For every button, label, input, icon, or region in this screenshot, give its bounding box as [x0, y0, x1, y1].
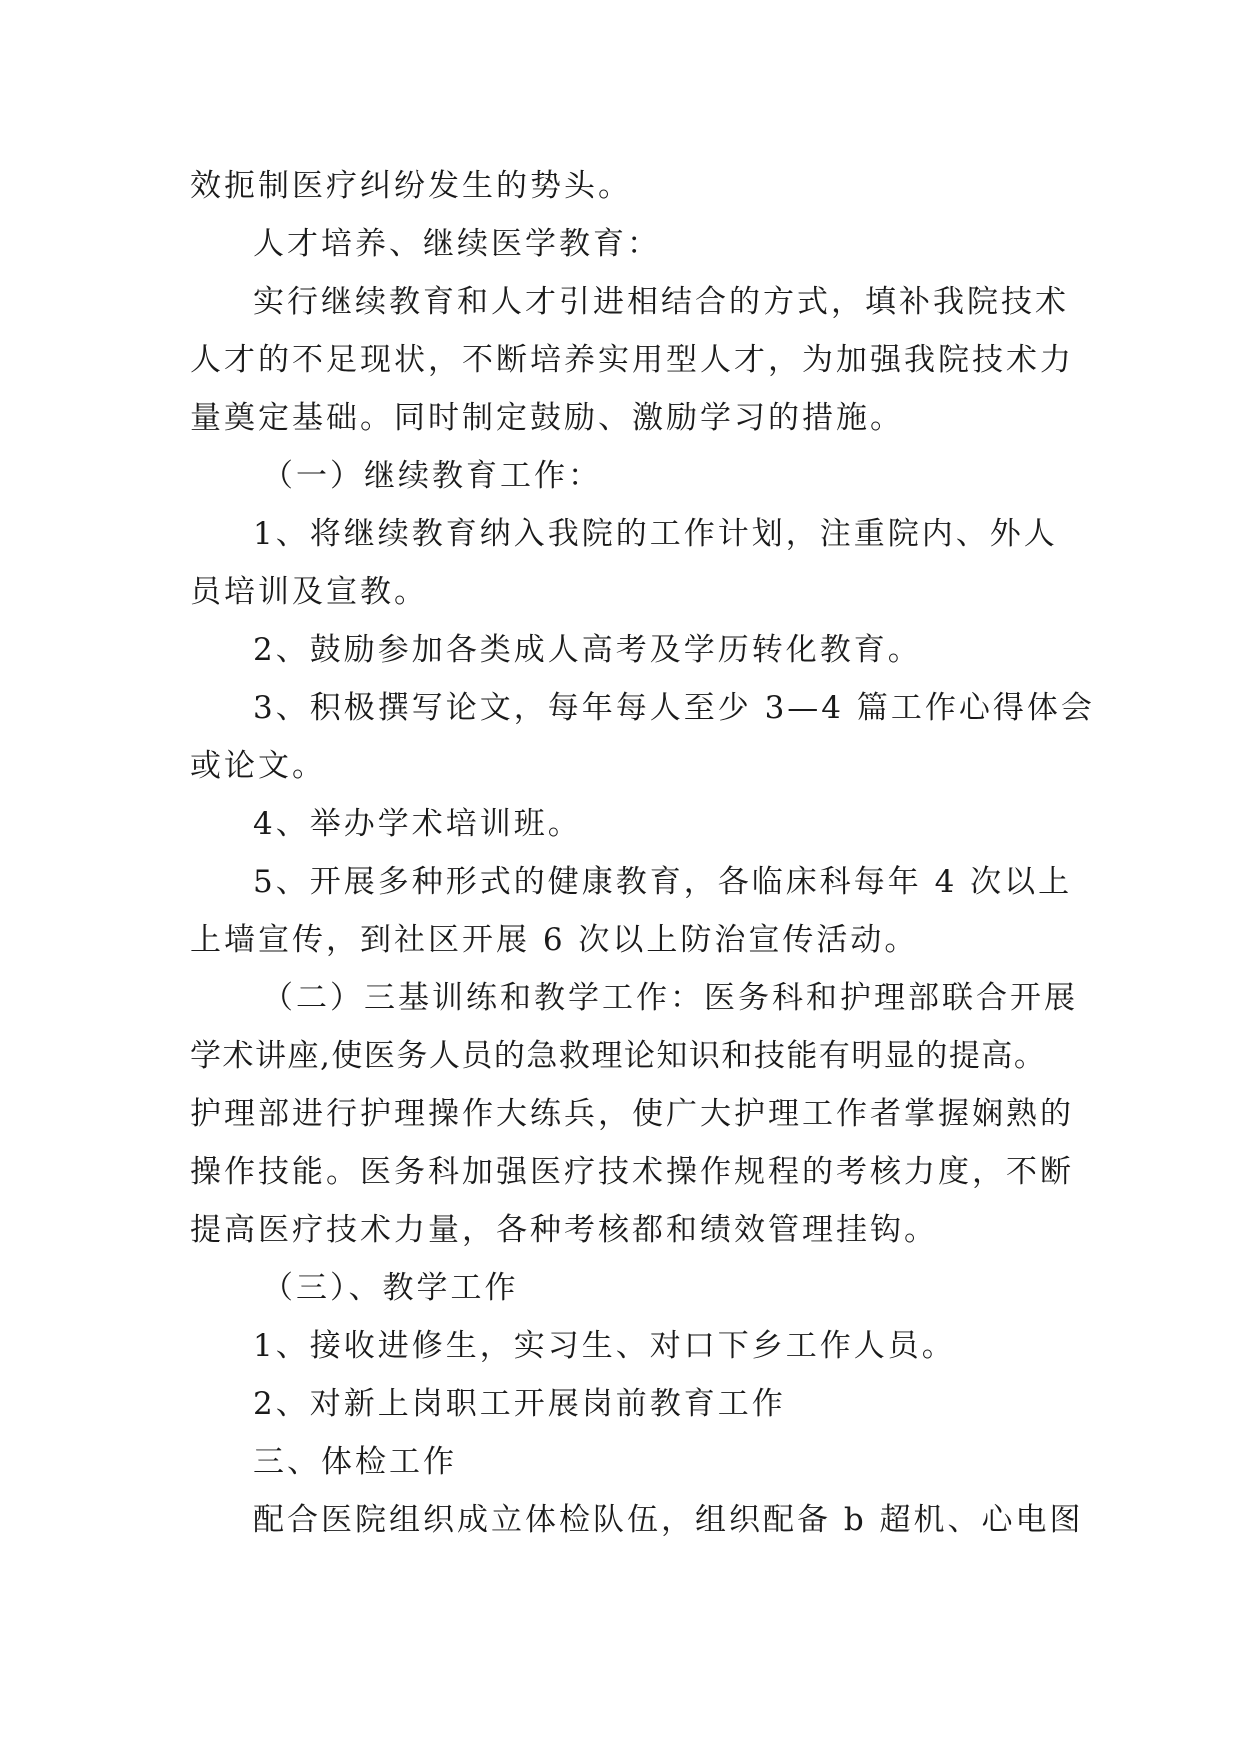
- text-line: 操作技能。医务科加强医疗技术操作规程的考核力度，不断: [190, 1154, 1074, 1190]
- text-line: 学术讲座,使医务人员的急救理论知识和技能有明显的提高。: [190, 1038, 1047, 1074]
- text-line: 护理部进行护理操作大练兵，使广大护理工作者掌握娴熟的: [190, 1096, 1074, 1132]
- list-item: 1、将继续教育纳入我院的工作计划，注重院内、外人: [253, 516, 1058, 552]
- subsection-heading: （一）继续教育工作：: [262, 458, 602, 494]
- text-line: 量奠定基础。同时制定鼓励、激励学习的措施。: [190, 400, 904, 436]
- list-item: 2、对新上岗职工开展岗前教育工作: [253, 1386, 786, 1422]
- list-item: 1、接收进修生，实习生、对口下乡工作人员。: [253, 1328, 956, 1364]
- list-item: 2、鼓励参加各类成人高考及学历转化教育。: [253, 632, 922, 668]
- text-line: 配合医院组织成立体检队伍，组织配备 b 超机、心电图: [253, 1502, 1084, 1538]
- section-heading: 人才培养、继续医学教育：: [253, 226, 661, 262]
- text-line: 提高医疗技术力量，各种考核都和绩效管理挂钩。: [190, 1212, 938, 1248]
- text-line: 或论文。: [190, 748, 326, 784]
- list-item: 5、开展多种形式的健康教育，各临床科每年 4 次以上: [253, 864, 1073, 900]
- section-heading: 三、体检工作: [253, 1444, 457, 1480]
- list-item: 4、举办学术培训班。: [253, 806, 582, 842]
- text-line: 实行继续教育和人才引进相结合的方式，填补我院技术: [253, 284, 1069, 320]
- subsection-heading: （三）、教学工作: [262, 1270, 519, 1306]
- text-line: 员培训及宣教。: [190, 574, 428, 610]
- text-line: 效扼制医疗纠纷发生的势头。: [190, 168, 632, 204]
- text-line: 上墙宣传，到社区开展 6 次以上防治宣传活动。: [190, 922, 919, 958]
- text-line: 人才的不足现状，不断培养实用型人才，为加强我院技术力: [190, 342, 1074, 378]
- subsection-heading: （二）三基训练和教学工作：医务科和护理部联合开展: [262, 980, 1078, 1016]
- list-item: 3、积极撰写论文，每年每人至少 3—4 篇工作心得体会: [253, 690, 1095, 726]
